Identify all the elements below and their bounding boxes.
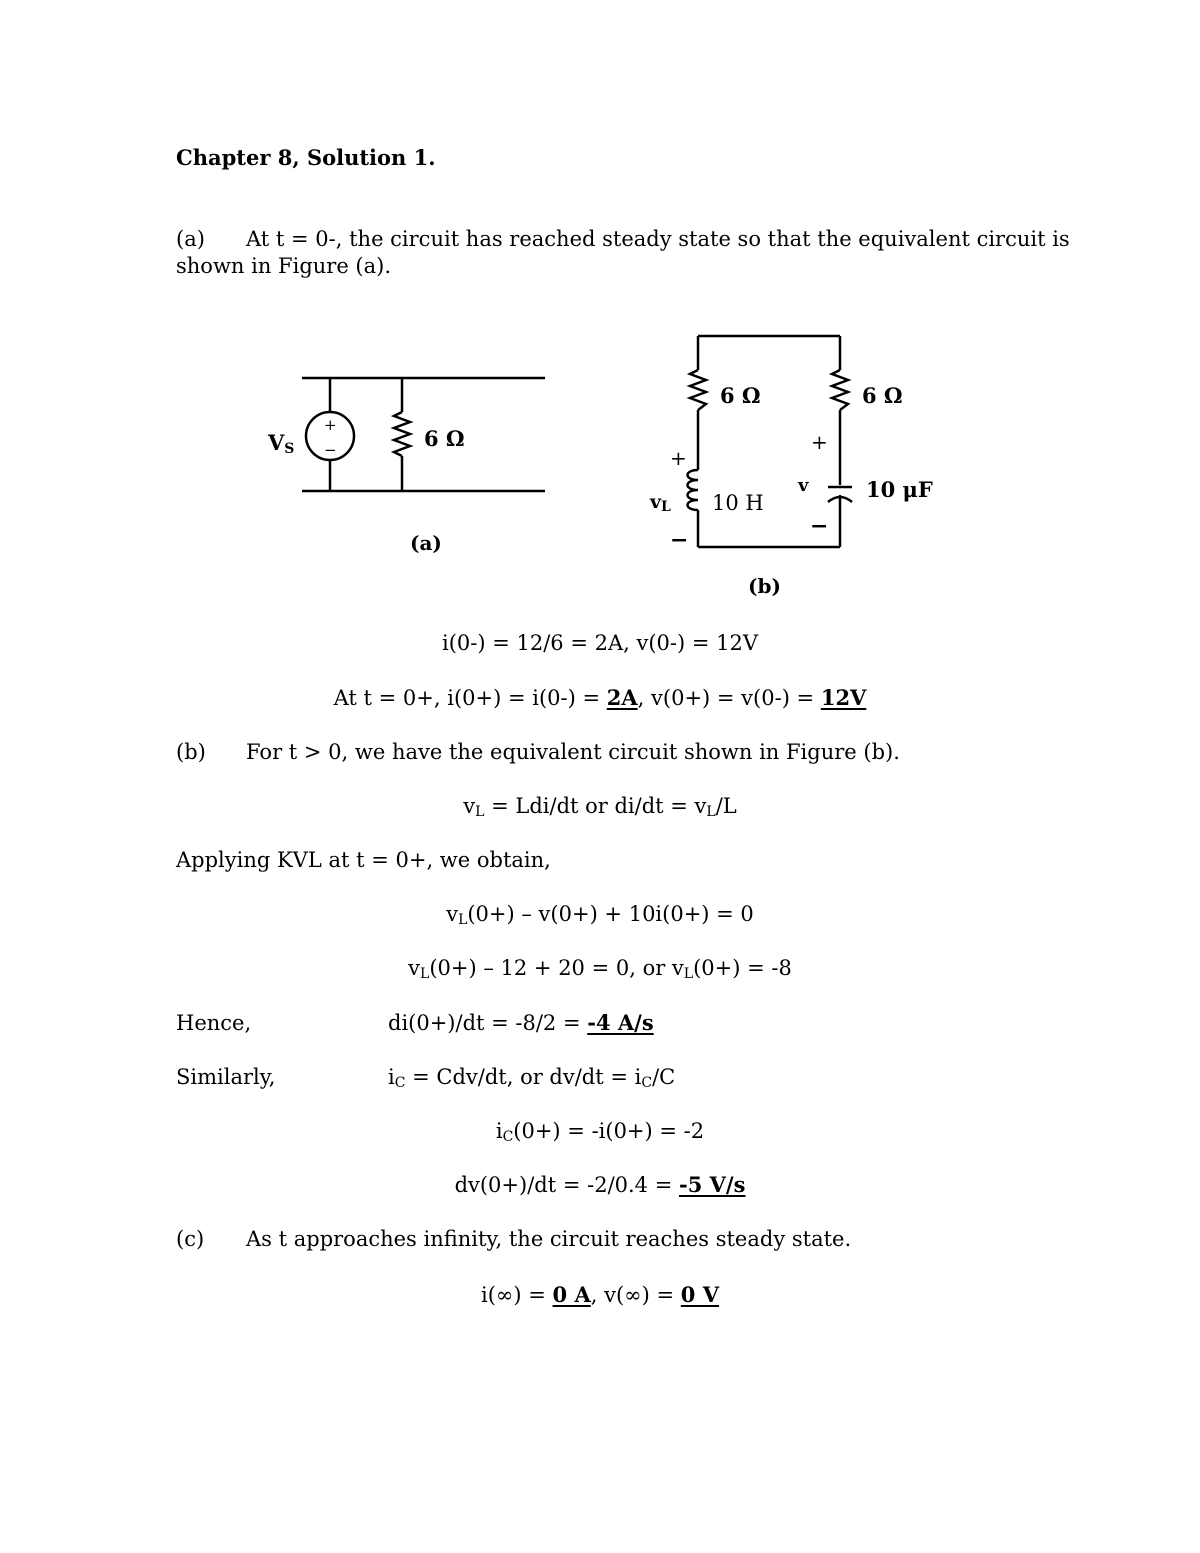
capacitor-plus-sign: + xyxy=(811,430,828,454)
resistor-1-label: 6 Ω xyxy=(720,383,761,408)
answer-di-dt: -4 A/s xyxy=(587,1010,654,1035)
kvl-text: Applying KVL at t = 0+, we obtain, xyxy=(176,848,551,872)
capacitor-label: 10 μF xyxy=(866,477,933,502)
similarly-label: Similarly, xyxy=(176,1065,276,1089)
figure-a-caption: (a) xyxy=(410,531,442,555)
source-minus-sign: − xyxy=(324,441,337,459)
answer-v-0plus: 12V xyxy=(820,685,867,710)
equation-initial-values: i(0-) = 12/6 = 2A, v(0-) = 12V xyxy=(441,631,759,655)
figure-a-circuit xyxy=(250,360,570,560)
equation-inductor-law: $v_L = Ldi/dt$ or $di/dt = v_L/L$ xyxy=(463,794,737,820)
figure-b-caption: (b) xyxy=(748,574,781,598)
part-c-label: (c) xyxy=(176,1227,205,1251)
inductor-minus-sign: − xyxy=(670,527,689,553)
answer-v-infinity: 0 V xyxy=(680,1282,720,1307)
hence-label: Hence, xyxy=(176,1011,252,1035)
answer-dv-dt: -5 V/s xyxy=(679,1172,746,1197)
equation-dv-dt: dv(0+)/dt = -2/0.4 = -5 V/s xyxy=(454,1172,746,1197)
equation-ic: $i_C(0+) = -i(0+) = -2$ xyxy=(495,1119,705,1145)
part-b-text: For t > 0, we have the equivalent circuit shown in Figure (b). xyxy=(246,740,900,764)
capacitor-voltage-label: v xyxy=(798,475,809,496)
equation-final-values: i(∞) = 0 A, v(∞) = 0 V xyxy=(480,1282,720,1307)
resistor-2-label: 6 Ω xyxy=(862,383,903,408)
equation-capacitor-law: $i_C = Cdv/dt$, or $dv/dt = i_C/C$ xyxy=(388,1065,676,1091)
part-b-label: (b) xyxy=(176,740,206,764)
part-a-label: (a) xyxy=(176,227,205,251)
source-label: VS xyxy=(268,430,295,457)
page-title: Chapter 8, Solution 1. xyxy=(176,145,436,170)
inductor-plus-sign: + xyxy=(670,446,687,470)
part-a-text-line2: shown in Figure (a). xyxy=(176,254,392,278)
inductor-label: 10 H xyxy=(712,491,764,515)
resistor-label: 6 Ω xyxy=(424,426,465,451)
inductor-voltage-label: vL xyxy=(650,491,671,515)
part-c-text: As t approaches infinity, the circuit reaches steady state. xyxy=(246,1227,852,1251)
answer-i-0plus: 2A xyxy=(606,685,638,710)
source-plus-sign: + xyxy=(324,416,337,434)
part-a-text-line1: At t = 0-, the circuit has reached steady state so that the equivalent circuit is xyxy=(246,227,1070,251)
equation-vl-solution: $v_L(0+) - 12 + 20 = 0$, or $v_L(0+) = -8$ xyxy=(408,956,792,982)
figure-b-circuit xyxy=(640,325,940,605)
equation-di-dt: di(0+)/dt = -8/2 = -4 A/s xyxy=(388,1010,654,1035)
answer-i-infinity: 0 A xyxy=(552,1282,591,1307)
equation-continuity: At t = 0+, i(0+) = i(0-) = 2A, v(0+) = v(0-) = 12V xyxy=(333,685,867,710)
capacitor-minus-sign: − xyxy=(810,513,829,539)
equation-kvl: $v_L(0+) - v(0+) + 10i(0+) = 0$ xyxy=(446,902,754,928)
